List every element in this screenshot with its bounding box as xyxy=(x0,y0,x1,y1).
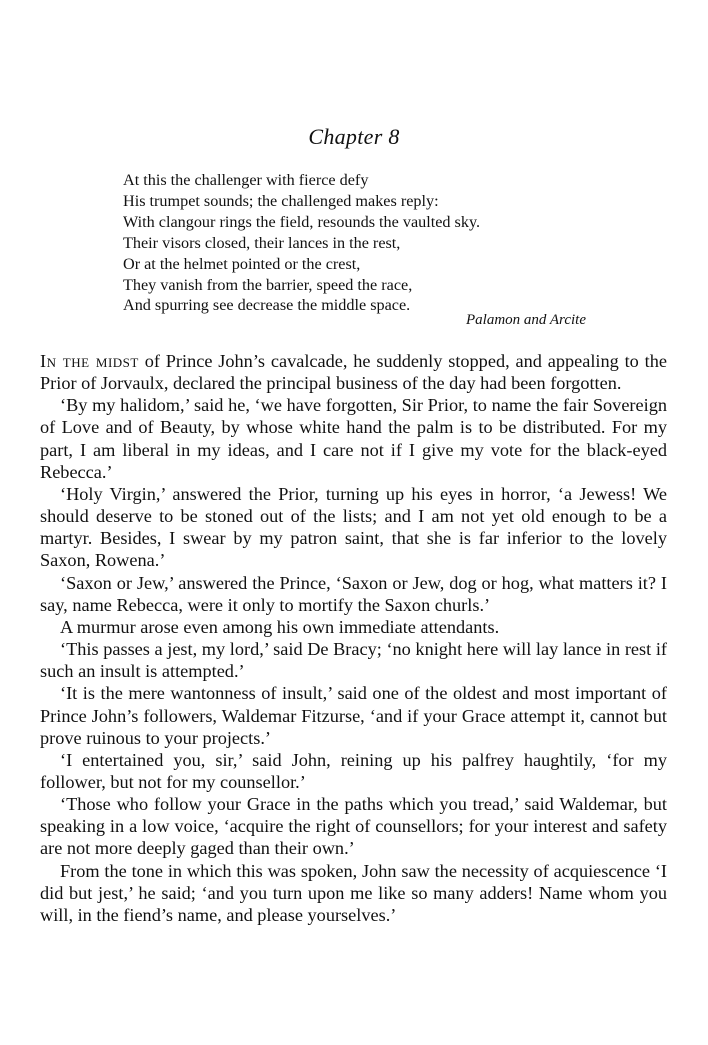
paragraph-text: of Prince John’s cavalcade, he suddenly stopped, and appealing to the Prior of Jorvaulx, declared the principal business of the day had been forgotten. xyxy=(40,351,667,394)
chapter-body xyxy=(40,350,667,926)
epigraph-line: Or at the helmet pointed or the crest, xyxy=(123,254,361,273)
opening-smallcaps: In the midst xyxy=(40,351,139,371)
epigraph-line: With clangour rings the field, resounds the vaulted sky. xyxy=(123,212,481,231)
paragraph: ‘By my halidom,’ said he, ‘we have forgotten, Sir Prior, to name the fair Sovereign of Love and of Beauty, by whose white hand the palm is to be distributed. For my part, I am liberal in my ideas, and I care not if I give my vote for the black-eyed Rebecca.’ xyxy=(40,395,667,482)
paragraph: ‘Holy Virgin,’ answered the Prior, turning up his eyes in horror, ‘a Jewess! We should deserve to be stoned out of the lists; and I am not yet old enough to be a martyr. Besides, I swear by my patron saint, that she is far inferior to the lovely Saxon, Rowena.’ xyxy=(40,483,667,571)
paragraph xyxy=(40,350,667,394)
paragraph: ‘I entertained you, sir,’ said John, reining up his palfrey haughtily, ‘for my follower, but not for my counsellor.’ xyxy=(40,749,667,792)
paragraph: From the tone in which this was spoken, John saw the necessity of acquiescence ‘I did but jest,’ he said; ‘and you turn upon me like so many adders! Name whom you will, in the fiend’s name, and please yourselves.’ xyxy=(40,860,667,925)
paragraph: ‘It is the mere wantonness of insult,’ said one of the oldest and most important of Prince John’s followers, Waldemar Fitzurse, ‘and if your Grace attempt it, cannot but prove ruinous to your projects.’ xyxy=(40,683,667,748)
paragraph: A murmur arose even among his own immediate attendants. xyxy=(60,616,500,637)
epigraph xyxy=(123,170,593,316)
epigraph-line: They vanish from the barrier, speed the race, xyxy=(123,275,413,294)
paragraph: ‘Saxon or Jew,’ answered the Prince, ‘Saxon or Jew, dog or hog, what matters it? I say, name Rebecca, were it only to mortify the Saxon churls.’ xyxy=(40,572,667,615)
paragraph: ‘Those who follow your Grace in the paths which you tread,’ said Waldemar, but speaking in a low voice, ‘acquire the right of counsellors; for your interest and safety are not more deeply gaged than their own.’ xyxy=(40,794,667,859)
paragraph: ‘This passes a jest, my lord,’ said De Bracy; ‘no knight here will lay lance in rest if such an insult is attempted.’ xyxy=(40,639,667,682)
epigraph-line: His trumpet sounds; the challenged makes reply: xyxy=(123,191,439,210)
chapter-title: Chapter 8 xyxy=(308,124,400,149)
epigraph-line: Their visors closed, their lances in the rest, xyxy=(123,233,401,252)
epigraph-attribution: Palamon and Arcite xyxy=(466,312,586,328)
epigraph-line: At this the challenger with fierce defy xyxy=(123,171,369,189)
epigraph-line: And spurring see decrease the middle space. xyxy=(123,296,411,315)
